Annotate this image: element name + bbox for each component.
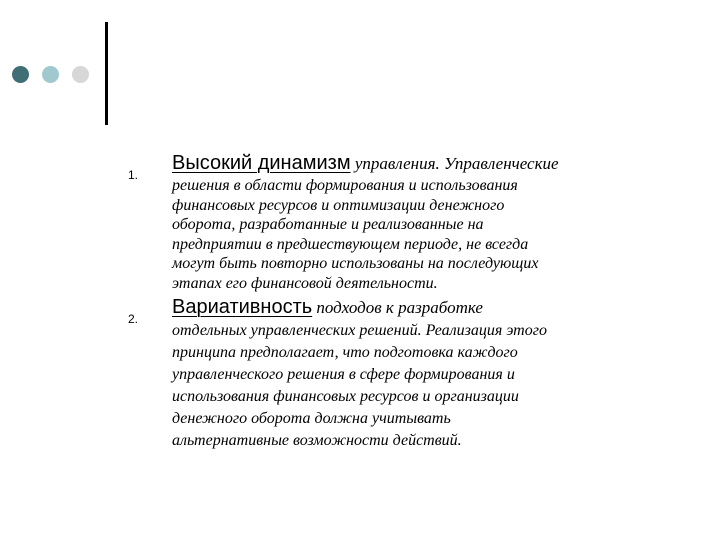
list-item-body: отдельных управленческих решений. Реализация этого принципа предполагает, что подготовка каждого управленческого решения в сфере формирования и использования финансовых ресурсов и организации денежного оборота должна учитывать альтернативные возможности действий. bbox=[172, 322, 547, 449]
decorative-vertical-line bbox=[105, 22, 108, 125]
list-item-content bbox=[172, 296, 647, 452]
list-item-body: решения в области формирования и использования финансовых ресурсов и оптимизации денежного оборота, разработанные и реализованные на предприятии в предшествующем периоде, не всегда могут быть повторно использованы на последующих этапах его финансовой деятельности. bbox=[172, 177, 539, 292]
list-item-lead-text: управления. Управленческие bbox=[350, 154, 559, 173]
list-item-lead-text: подходов к разработке bbox=[312, 298, 483, 317]
list-item-term: Высокий динамизм bbox=[172, 152, 351, 174]
list-item-term: Вариативность bbox=[172, 296, 313, 318]
list-item-first-line bbox=[172, 152, 647, 175]
decorative-dot-dark bbox=[12, 66, 29, 83]
list-item-number: 1. bbox=[128, 168, 139, 182]
list-item-number: 2. bbox=[128, 312, 139, 326]
list-item-first-line bbox=[172, 296, 647, 319]
list-item-content bbox=[172, 152, 647, 293]
decorative-dot-light bbox=[42, 66, 59, 83]
decorative-dot-gray bbox=[72, 66, 89, 83]
